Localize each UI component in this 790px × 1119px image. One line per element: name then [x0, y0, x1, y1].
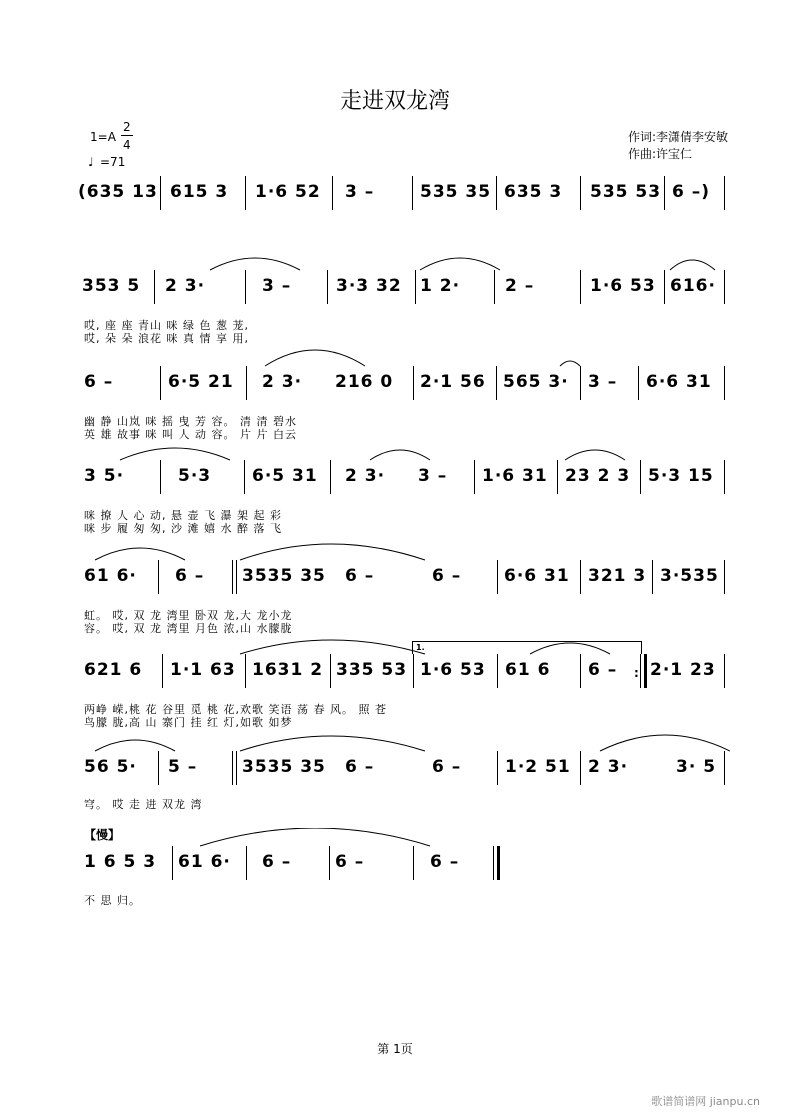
barline [154, 270, 155, 304]
time-signature-top: 2 [123, 120, 131, 134]
measure: 2 3· [262, 372, 303, 392]
measure: 3 – [418, 466, 448, 486]
barline [580, 751, 581, 785]
barline [724, 270, 725, 304]
lyric-line-2: 咪 步 履 匆 匆, 沙 滩 嬉 水 醉 落 飞 [84, 522, 282, 535]
barline [330, 460, 331, 494]
barline [497, 654, 498, 688]
measure: 2 – [505, 276, 535, 296]
barline [638, 366, 639, 400]
measure: 6 – [432, 566, 462, 586]
measure: 5·3 [178, 466, 212, 486]
barline [413, 366, 414, 400]
time-signature-line [121, 135, 133, 136]
lyric-line-1: 虹。 哎, 双 龙 湾里 卧双 龙,大 龙小龙 [84, 609, 293, 622]
slur-lines [80, 348, 730, 368]
measure: 61 6· [84, 566, 137, 586]
barline [245, 654, 246, 688]
measure: 6 – [84, 372, 114, 392]
song-title: 走进双龙湾 [339, 89, 450, 114]
measure: 1·1 63 [170, 660, 236, 680]
measure: 3535 35 [242, 566, 326, 586]
barline [246, 366, 247, 400]
lyric-line-1: 穹。 哎 走 进 双龙 湾 [84, 798, 203, 811]
barline [158, 751, 159, 785]
measure: 3·535 [660, 566, 719, 586]
barline [160, 366, 161, 400]
measure: 6 –) [672, 182, 711, 202]
barline [162, 654, 163, 688]
barline [246, 846, 247, 880]
barline [724, 176, 725, 210]
measure: 2·1 23 [650, 660, 716, 680]
measure: 1·6 53 [420, 660, 486, 680]
barline [236, 751, 237, 785]
repeat-barline [644, 654, 647, 688]
measure: 6 – [345, 757, 375, 777]
lyric-line-1: 两峥 嵘,桃 花 谷里 觅 桃 花,欢歌 笑语 荡 春 风。 照 苍 [84, 703, 387, 716]
barline [640, 654, 641, 688]
lyric-line-1: 哎, 座 座 青山 咪 绿 色 葱 茏, [84, 319, 249, 332]
lyric-line-1: 幽 静 山岚 咪 摇 曳 芳 容。 清 清 碧水 [84, 415, 297, 428]
measure: 335 53 [336, 660, 408, 680]
barline [474, 460, 475, 494]
measure: 61 6 [505, 660, 551, 680]
measure: 6·6 31 [504, 566, 570, 586]
barline [640, 460, 641, 494]
measure: 621 6 [84, 660, 143, 680]
final-barline [497, 846, 500, 880]
barline [497, 560, 498, 594]
measure: (635 13 [78, 182, 158, 202]
barline [172, 846, 173, 880]
barline [160, 176, 161, 210]
measure: 2·1 56 [420, 372, 486, 392]
measure: 61 6· [178, 852, 231, 872]
measure: 3 5· [84, 466, 125, 486]
barline [232, 751, 233, 785]
barline [413, 846, 414, 880]
lyric-line-1: 咪 撩 人 心 动, 悬 壶 飞 瀑 架 起 彩 [84, 509, 282, 522]
measure: 2 3· [588, 757, 629, 777]
measure: 2 3· [345, 466, 386, 486]
measure: 565 3· [503, 372, 569, 392]
barline [330, 654, 331, 688]
barline [496, 366, 497, 400]
slur-lines [80, 442, 730, 462]
lyric-line-2: 英 雄 故事 咪 叫 人 动 容。 片 片 白云 [84, 428, 297, 441]
slur-lines [80, 252, 730, 272]
tempo-change-mark: 【慢】 [84, 828, 121, 842]
page-number: 第 1页 [377, 1042, 413, 1056]
measure: 6 – [262, 852, 292, 872]
lyric-line-2: 哎, 朵 朵 浪花 咪 真 情 享 用, [84, 332, 249, 345]
measure: 6 – [432, 757, 462, 777]
barline [580, 270, 581, 304]
barline [724, 560, 725, 594]
measure: 321 3 [588, 566, 647, 586]
slur-lines [80, 636, 730, 656]
measure: 3· 5 [676, 757, 717, 777]
barline [415, 270, 416, 304]
lyric-line-2: 鸟朦 胧,高 山 寨门 挂 红 灯,如歌 如梦 [84, 716, 293, 729]
lyric-line-2: 容。 哎, 双 龙 湾里 月色 浓,山 水朦胧 [84, 622, 293, 635]
barline [580, 176, 581, 210]
barline [493, 846, 494, 880]
measure: 3535 35 [242, 757, 326, 777]
first-ending-label: 1. [416, 643, 425, 652]
measure: 6 – [345, 566, 375, 586]
measure: 6 – [175, 566, 205, 586]
barline [496, 176, 497, 210]
time-signature-bottom: 4 [123, 138, 131, 152]
measure: 353 5 [82, 276, 141, 296]
lyricist-credit: 作词:李潇倩李安敏 [628, 130, 729, 144]
barline [327, 270, 328, 304]
measure: 615 3 [170, 182, 229, 202]
measure: 635 3 [504, 182, 563, 202]
barline [724, 366, 725, 400]
barline [245, 270, 246, 304]
measure: 1631 2 [252, 660, 324, 680]
measure: 5 – [168, 757, 198, 777]
barline [497, 751, 498, 785]
measure: 6 – [588, 660, 618, 680]
barline [244, 460, 245, 494]
measure: 1·6 53 [590, 276, 656, 296]
barline [557, 460, 558, 494]
measure: 1·6 52 [255, 182, 321, 202]
barline [332, 176, 333, 210]
barline [664, 176, 665, 210]
lyric-line-1: 不 思 归。 [84, 894, 141, 907]
measure: 6 – [335, 852, 365, 872]
measure: 216 0 [335, 372, 394, 392]
measure: 6·6 31 [646, 372, 712, 392]
barline [236, 560, 237, 594]
measure: 2 3· [165, 276, 206, 296]
barline [494, 270, 495, 304]
composer-credit: 作曲:许宝仁 [628, 147, 693, 161]
measure: 1·6 31 [482, 466, 548, 486]
measure: 535 53 [590, 182, 662, 202]
measure: 1 2· [420, 276, 461, 296]
tempo-marking: =71 [100, 155, 126, 169]
measure: 56 5· [84, 757, 137, 777]
barline [724, 654, 725, 688]
measure: 5·3 15 [648, 466, 714, 486]
measure: 6·5 21 [168, 372, 234, 392]
watermark: 歌谱简谱网 jianpu.cn [651, 1095, 760, 1108]
slur-lines [80, 828, 730, 848]
measure: 3·3 32 [336, 276, 402, 296]
repeat-dots: : [634, 666, 639, 680]
key-signature: 1=A [90, 130, 116, 144]
barline [412, 176, 413, 210]
barline [580, 560, 581, 594]
barline [580, 654, 581, 688]
measure: 23 2 3 [565, 466, 631, 486]
barline [664, 270, 665, 304]
measure: 3 – [588, 372, 618, 392]
barline [580, 366, 581, 400]
measure: 6·5 31 [252, 466, 318, 486]
slur-lines [80, 542, 730, 562]
barline [652, 560, 653, 594]
barline [329, 846, 330, 880]
measure: 1 6 5 3 [84, 852, 157, 872]
barline [158, 560, 159, 594]
barline [232, 560, 233, 594]
barline [724, 460, 725, 494]
measure: 535 35 [420, 182, 492, 202]
barline [413, 654, 414, 688]
barline [245, 176, 246, 210]
barline [160, 460, 161, 494]
measure: 3 – [262, 276, 292, 296]
slur-lines [80, 733, 730, 753]
measure: 6 – [430, 852, 460, 872]
quarter-note-icon: ♩ [88, 155, 94, 169]
measure: 1·2 51 [505, 757, 571, 777]
measure: 616· [670, 276, 716, 296]
barline [724, 751, 725, 785]
measure: 3 – [345, 182, 375, 202]
